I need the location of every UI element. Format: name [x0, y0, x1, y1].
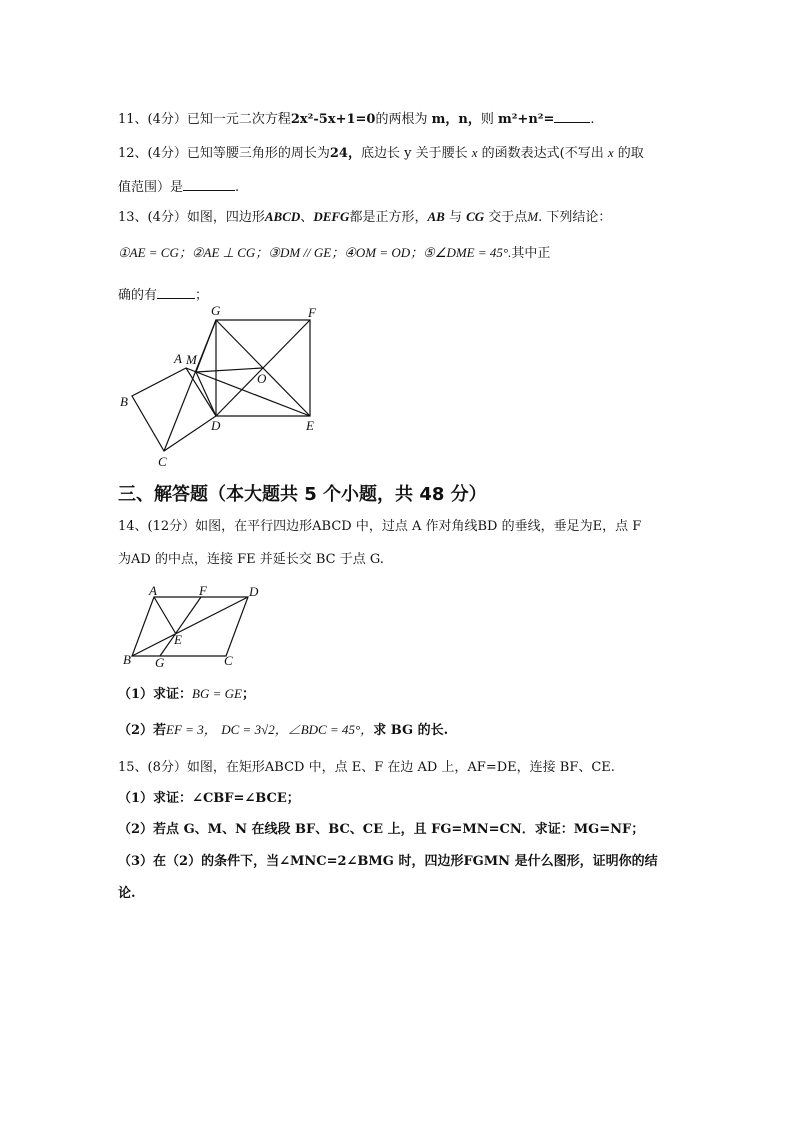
label-m: M: [186, 352, 197, 367]
q12-var-x2: x: [607, 145, 614, 160]
q13-end: ；: [195, 288, 209, 303]
q11-then: 则: [480, 112, 494, 127]
figure-14: [118, 582, 268, 672]
q11-expr: m²+n²=: [497, 112, 555, 127]
label-g: G: [211, 303, 221, 318]
section-3-heading: 三、解答题（本大题共 5 个小题，共 48 分）: [118, 484, 487, 505]
label-e: E: [174, 632, 182, 647]
q13-text-d: . 下列结论：: [538, 210, 612, 225]
q13-m: M: [527, 209, 539, 224]
question-15-part1: （1）求证：∠CBF=∠BCE；: [118, 791, 300, 806]
q12-text-d: 的函数表达式(不写出: [481, 146, 604, 161]
question-12-line2: [118, 176, 239, 198]
diagonal-bd: [132, 597, 248, 656]
question-11: [118, 108, 595, 130]
q12-text-e: 的取: [617, 146, 644, 161]
label-o: O: [257, 371, 267, 386]
question-15-line1: 15、(8分）如图，在矩形ABCD 中，点 E、F 在边 AD 上，AF=DE，连接 BF、CE.: [118, 760, 615, 775]
q12-text-c: 底边长 y 关于腰长: [360, 146, 468, 161]
label-g: G: [155, 655, 165, 670]
q14-p2-ef: EF = 3，: [166, 722, 217, 737]
question-15-part3-line2: 论.: [118, 886, 136, 901]
q11-end: .: [590, 112, 595, 127]
question-15-part2: （2）若点 G、M、N 在线段 BF、BC、CE 上，且 FG=MN=CN．求证：MG=NF；: [118, 822, 645, 837]
q11-mid: 的两根为: [375, 112, 428, 127]
q12-text-a: 12、(4分）已知等腰三角形的周长为: [118, 146, 330, 161]
q13-text-c: 交于点: [488, 210, 528, 225]
q13-text-a: 13、(4分）如图，四边形: [118, 210, 265, 225]
q14-p2-dc: DC = 3√2，: [221, 722, 288, 737]
q14-p1-expr: BG = GE: [192, 686, 242, 701]
q12-perimeter: 24，: [329, 146, 361, 161]
q13-text-e: 其中正: [511, 246, 551, 261]
square-abcd: [132, 368, 216, 451]
q11-vars: m，n，: [431, 112, 481, 127]
segment-ae: [154, 597, 176, 634]
q14-p1-end: ；: [241, 687, 255, 702]
segment-mg: [196, 320, 216, 372]
q14-p1-label: （1）求证：: [118, 687, 193, 702]
q14-p2-end: 求 BG 的长.: [373, 723, 449, 738]
question-14-line1: 14、(12分）如图，在平行四边形ABCD 中，过点 A 作对角线BD 的垂线，垂足为E，点 F: [118, 519, 642, 534]
q13-defg: DEFG: [313, 209, 350, 224]
label-c: C: [158, 454, 167, 469]
label-f: F: [199, 583, 207, 598]
question-12-line1: [118, 143, 644, 164]
q13-answer-blank: [157, 284, 195, 299]
segment-fg: [160, 597, 201, 656]
q13-abcd: ABCD: [264, 209, 301, 224]
q13-cg: CG: [466, 209, 485, 224]
q13-conclusions: ①AE = CG；②AE ⊥ CG；③DM // GE；④OM = OD；⑤∠DME = 45°.: [118, 245, 512, 260]
question-15-part3-line1: （3）在（2）的条件下，当∠MNC=2∠BMG 时，四边形FGMN 是什么图形，证明你的结: [118, 854, 658, 869]
q12-answer-blank: [183, 176, 235, 191]
q14-p2-angle: ∠BDC = 45°，: [287, 722, 374, 737]
segment-mo: [196, 368, 262, 372]
q13-text-f: 确的有: [118, 288, 158, 303]
q13-sep: 、: [300, 210, 314, 225]
figure-13: [110, 300, 350, 480]
label-c: C: [224, 653, 233, 668]
label-d: D: [249, 584, 259, 599]
q14-p2-label: （2）若: [118, 723, 167, 738]
q13-text-b: 都是正方形，: [349, 210, 428, 225]
q11-prefix: 11、(4分）已知一元二次方程: [118, 112, 291, 127]
question-13-line2: [118, 243, 550, 264]
q12-end: .: [235, 180, 240, 195]
label-f: F: [308, 305, 316, 320]
label-d: D: [211, 418, 221, 433]
question-13-line1: [118, 207, 611, 228]
label-a: A: [149, 583, 157, 598]
q13-and: 与: [448, 210, 462, 225]
q11-equation: 2x²-5x+1=0: [290, 112, 376, 127]
question-14-part1: [118, 684, 255, 705]
q12-text-f: 值范围）是: [118, 180, 184, 195]
label-e: E: [306, 418, 314, 433]
q11-answer-blank: [554, 108, 590, 123]
label-b: B: [120, 394, 128, 409]
label-b: B: [123, 652, 131, 667]
q13-ab: AB: [427, 209, 445, 224]
question-14-part2: [118, 720, 448, 741]
q12-var-x: x: [471, 145, 478, 160]
question-14-line2: 为AD 的中点，连接 FE 并延长交 BC 于点 G.: [118, 552, 384, 567]
label-a: A: [174, 351, 182, 366]
